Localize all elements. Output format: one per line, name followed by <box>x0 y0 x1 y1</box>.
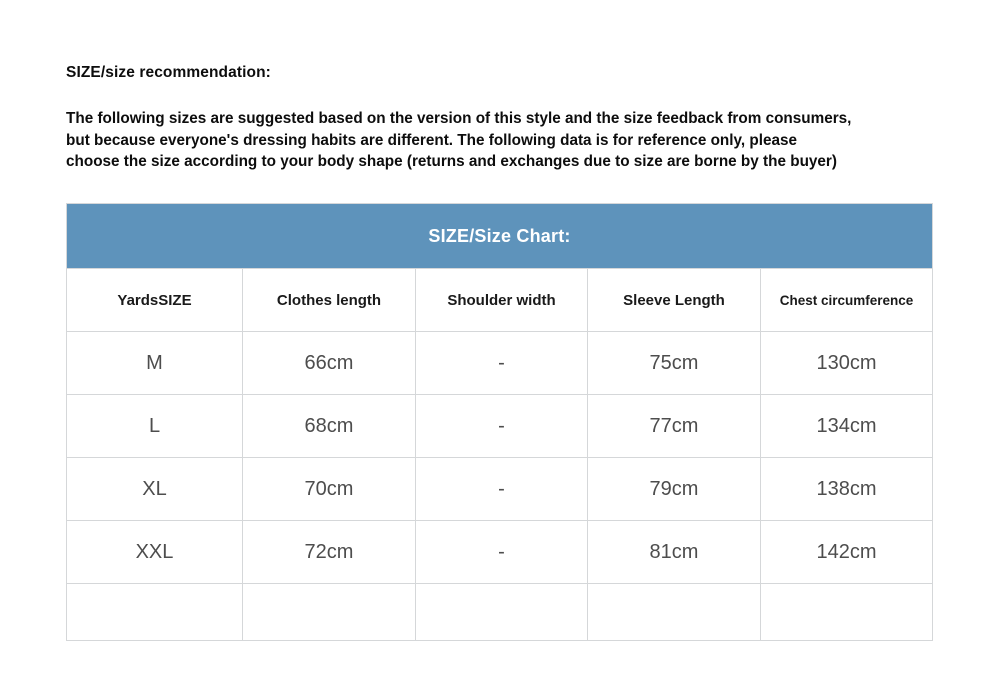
cell-shoulder-width: - <box>416 395 588 458</box>
cell-clothes-length: 68cm <box>243 395 416 458</box>
column-header-shoulder-width: Shoulder width <box>416 269 588 332</box>
page-title: SIZE/size recommendation: <box>66 64 271 81</box>
cell-sleeve-length: 75cm <box>588 332 761 395</box>
table-row <box>67 332 933 395</box>
cell-chest-circumference: 138cm <box>761 458 933 521</box>
cell-clothes-length <box>243 584 416 641</box>
chart-title: SIZE/Size Chart: <box>67 204 933 269</box>
column-header-chest-circumference: Chest circumference <box>761 269 933 332</box>
table-row <box>67 584 933 641</box>
cell-clothes-length: 66cm <box>243 332 416 395</box>
cell-shoulder-width <box>416 584 588 641</box>
cell-clothes-length: 72cm <box>243 521 416 584</box>
cell-size: M <box>67 332 243 395</box>
cell-chest-circumference <box>761 584 933 641</box>
cell-chest-circumference: 130cm <box>761 332 933 395</box>
table-row <box>67 458 933 521</box>
table-row <box>67 521 933 584</box>
column-header-clothes-length: Clothes length <box>243 269 416 332</box>
cell-clothes-length: 70cm <box>243 458 416 521</box>
intro-line-3: choose the size according to your body shape (returns and exchanges due to size are borne by the buyer) <box>66 153 837 171</box>
cell-size <box>67 584 243 641</box>
cell-size: L <box>67 395 243 458</box>
table-row <box>67 395 933 458</box>
cell-sleeve-length: 77cm <box>588 395 761 458</box>
size-chart-table <box>66 203 933 641</box>
cell-sleeve-length <box>588 584 761 641</box>
cell-chest-circumference: 134cm <box>761 395 933 458</box>
cell-shoulder-width: - <box>416 521 588 584</box>
intro-paragraph <box>66 108 934 173</box>
intro-line-1: The following sizes are suggested based on the version of this style and the size feedback from consumers, <box>66 110 852 127</box>
intro-line-2: but because everyone's dressing habits are different. The following data is for reference only, please <box>66 131 798 149</box>
cell-shoulder-width: - <box>416 332 588 395</box>
column-header-size: YardsSIZE <box>67 269 243 332</box>
cell-shoulder-width: - <box>416 458 588 521</box>
column-header-sleeve-length: Sleeve Length <box>588 269 761 332</box>
chart-title-row <box>67 204 933 269</box>
cell-size: XL <box>67 458 243 521</box>
cell-sleeve-length: 79cm <box>588 458 761 521</box>
cell-chest-circumference: 142cm <box>761 521 933 584</box>
table-header-row <box>67 269 933 332</box>
cell-sleeve-length: 81cm <box>588 521 761 584</box>
cell-size: XXL <box>67 521 243 584</box>
